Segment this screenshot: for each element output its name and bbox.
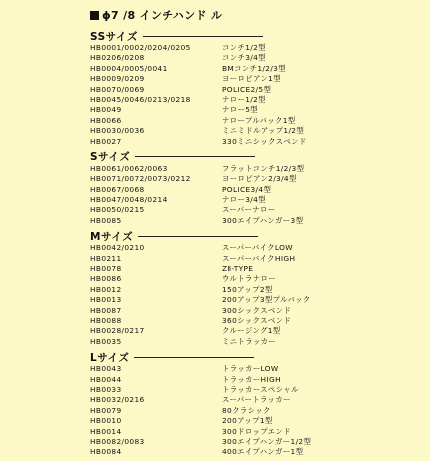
model-name: トラッカーHIGH <box>222 374 281 384</box>
part-code: HB0070/0069 <box>90 84 145 94</box>
model-name: POLICE2/5型 <box>222 84 272 94</box>
catalog-page <box>90 8 410 461</box>
section-divider <box>134 357 254 358</box>
model-name: クルージング1型 <box>222 326 281 336</box>
part-code: HB0067/0068 <box>90 184 145 194</box>
part-code: HB0032/0216 <box>90 395 145 405</box>
model-name: ウルトラナロー <box>222 274 276 284</box>
size-section <box>90 229 410 347</box>
list-item <box>90 395 410 405</box>
section-heading <box>90 350 410 364</box>
list-item <box>90 295 410 305</box>
model-name: トラッカースペシャル <box>222 384 299 394</box>
section-divider <box>143 36 263 37</box>
model-name: スーパーバイクLOW <box>222 243 293 253</box>
section-heading-text: Lサイズ <box>90 351 130 364</box>
model-name: コンチ1/2型 <box>222 43 266 52</box>
part-code: HB0042/0210 <box>90 243 145 253</box>
list-item <box>90 254 410 264</box>
part-code: HB0061/0062/0063 <box>90 163 168 173</box>
model-name: 300シックスベンド <box>222 305 292 315</box>
list-item <box>90 174 410 184</box>
part-code: HB0004/0005/0041 <box>90 63 168 73</box>
part-code: HB0012 <box>90 284 122 294</box>
list-item <box>90 43 410 53</box>
part-code: HB0047/0048/0214 <box>90 195 168 205</box>
model-name: ナロー1/2型 <box>222 94 266 104</box>
model-name: フラットコンチ1/2/3型 <box>222 163 305 173</box>
model-name: 300ドロップエンド <box>222 426 291 436</box>
model-name: 200アップ1型 <box>222 416 273 426</box>
model-name: BMコンチ1/2/3型 <box>222 63 286 73</box>
list-item <box>90 364 410 374</box>
part-code: HB0044 <box>90 374 122 384</box>
list-item <box>90 264 410 274</box>
model-name: スーパートラッカー <box>222 395 291 405</box>
list-item <box>90 64 410 74</box>
part-code: HB0013 <box>90 295 122 305</box>
list-item <box>90 53 410 63</box>
model-name: 80クラシック <box>222 405 271 415</box>
part-code: HB0085 <box>90 215 122 225</box>
size-section <box>90 150 410 226</box>
part-code: HB0206/0208 <box>90 53 145 63</box>
part-code: HB0028/0217 <box>90 326 145 336</box>
list-item <box>90 285 410 295</box>
part-code: HB0027 <box>90 136 122 146</box>
model-name: ナロー5型 <box>222 105 259 115</box>
part-code: HB0030/0036 <box>90 126 145 136</box>
part-code: HB0087 <box>90 305 122 315</box>
model-name: ミニミドルアップ1/2型 <box>222 126 305 136</box>
section-divider <box>138 236 258 237</box>
model-name: 330ミニシックスベンド <box>222 136 307 146</box>
section-heading <box>90 29 410 43</box>
section-heading <box>90 150 410 164</box>
part-code: HB0082/0083 <box>90 436 145 446</box>
list-item <box>90 416 410 426</box>
part-code: HB0045/0046/0213/0218 <box>90 94 191 104</box>
model-name: 300エイプハンガー1/2型 <box>222 436 312 446</box>
part-code: HB0088 <box>90 315 122 325</box>
list-item <box>90 137 410 147</box>
model-name: ヨーロピアン1型 <box>222 74 281 84</box>
list-item <box>90 216 410 226</box>
list-item <box>90 385 410 395</box>
list-item <box>90 164 410 174</box>
list-item <box>90 375 410 385</box>
model-name: 300エイプハンガー3型 <box>222 215 304 225</box>
model-name: POLICE3/4型 <box>222 184 272 194</box>
model-name: ナロープルバック1型 <box>222 115 296 125</box>
list-item <box>90 306 410 316</box>
part-code: HB0086 <box>90 274 122 284</box>
list-item <box>90 447 410 457</box>
list-item <box>90 274 410 284</box>
part-code: HB0211 <box>90 253 122 263</box>
part-code: HB0084 <box>90 447 122 457</box>
size-sections <box>90 29 410 458</box>
model-name: ヨーロピアン2/3/4型 <box>222 174 297 184</box>
list-item <box>90 185 410 195</box>
part-code: HB0050/0215 <box>90 205 145 215</box>
part-code: HB0014 <box>90 426 122 436</box>
part-code: HB0033 <box>90 384 122 394</box>
list-item <box>90 105 410 115</box>
section-divider <box>135 156 255 157</box>
list-item <box>90 406 410 416</box>
model-name: ZⅡ-TYPE <box>222 264 254 274</box>
model-name: 150アップ2型 <box>222 284 273 294</box>
list-item <box>90 195 410 205</box>
square-bullet-icon <box>90 11 99 20</box>
list-item <box>90 126 410 136</box>
part-code: HB0010 <box>90 416 122 426</box>
section-heading-text: Sサイズ <box>90 151 131 164</box>
model-name: 360シックスベンド <box>222 315 292 325</box>
list-item <box>90 437 410 447</box>
part-code: HB0079 <box>90 405 122 415</box>
list-item <box>90 205 410 215</box>
list-item <box>90 337 410 347</box>
part-code: HB0001/0002/0204/0205 <box>90 43 191 52</box>
model-name: トラッカーLOW <box>222 364 279 374</box>
part-code: HB0035 <box>90 336 122 346</box>
list-item <box>90 427 410 437</box>
part-code: HB0066 <box>90 115 122 125</box>
part-code: HB0071/0072/0073/0212 <box>90 174 191 184</box>
size-section <box>90 350 410 458</box>
part-code: HB0043 <box>90 364 122 374</box>
model-name: スーパーバイクHIGH <box>222 253 296 263</box>
size-section <box>90 29 410 147</box>
list-item <box>90 326 410 336</box>
list-item <box>90 74 410 84</box>
part-code: HB0009/0209 <box>90 74 145 84</box>
list-item <box>90 116 410 126</box>
section-heading-text: SSサイズ <box>90 30 138 43</box>
model-name: スーパーナロー <box>222 205 276 215</box>
model-name: 200アップ3型プルバック <box>222 295 311 305</box>
page-title <box>90 8 410 24</box>
section-heading <box>90 229 410 243</box>
model-name: ナロー3/4型 <box>222 195 266 205</box>
list-item <box>90 85 410 95</box>
list-item <box>90 95 410 105</box>
list-item <box>90 243 410 253</box>
section-heading-text: Mサイズ <box>90 230 134 243</box>
part-code: HB0078 <box>90 264 122 274</box>
model-name: 400エイプハンガー1型 <box>222 447 304 457</box>
part-code: HB0049 <box>90 105 122 115</box>
list-item <box>90 316 410 326</box>
page-title-text: ϕ7 /8 インチハンド ル <box>102 9 223 22</box>
model-name: ミニトラッカー <box>222 336 277 346</box>
model-name: コンチ3/4型 <box>222 53 266 63</box>
